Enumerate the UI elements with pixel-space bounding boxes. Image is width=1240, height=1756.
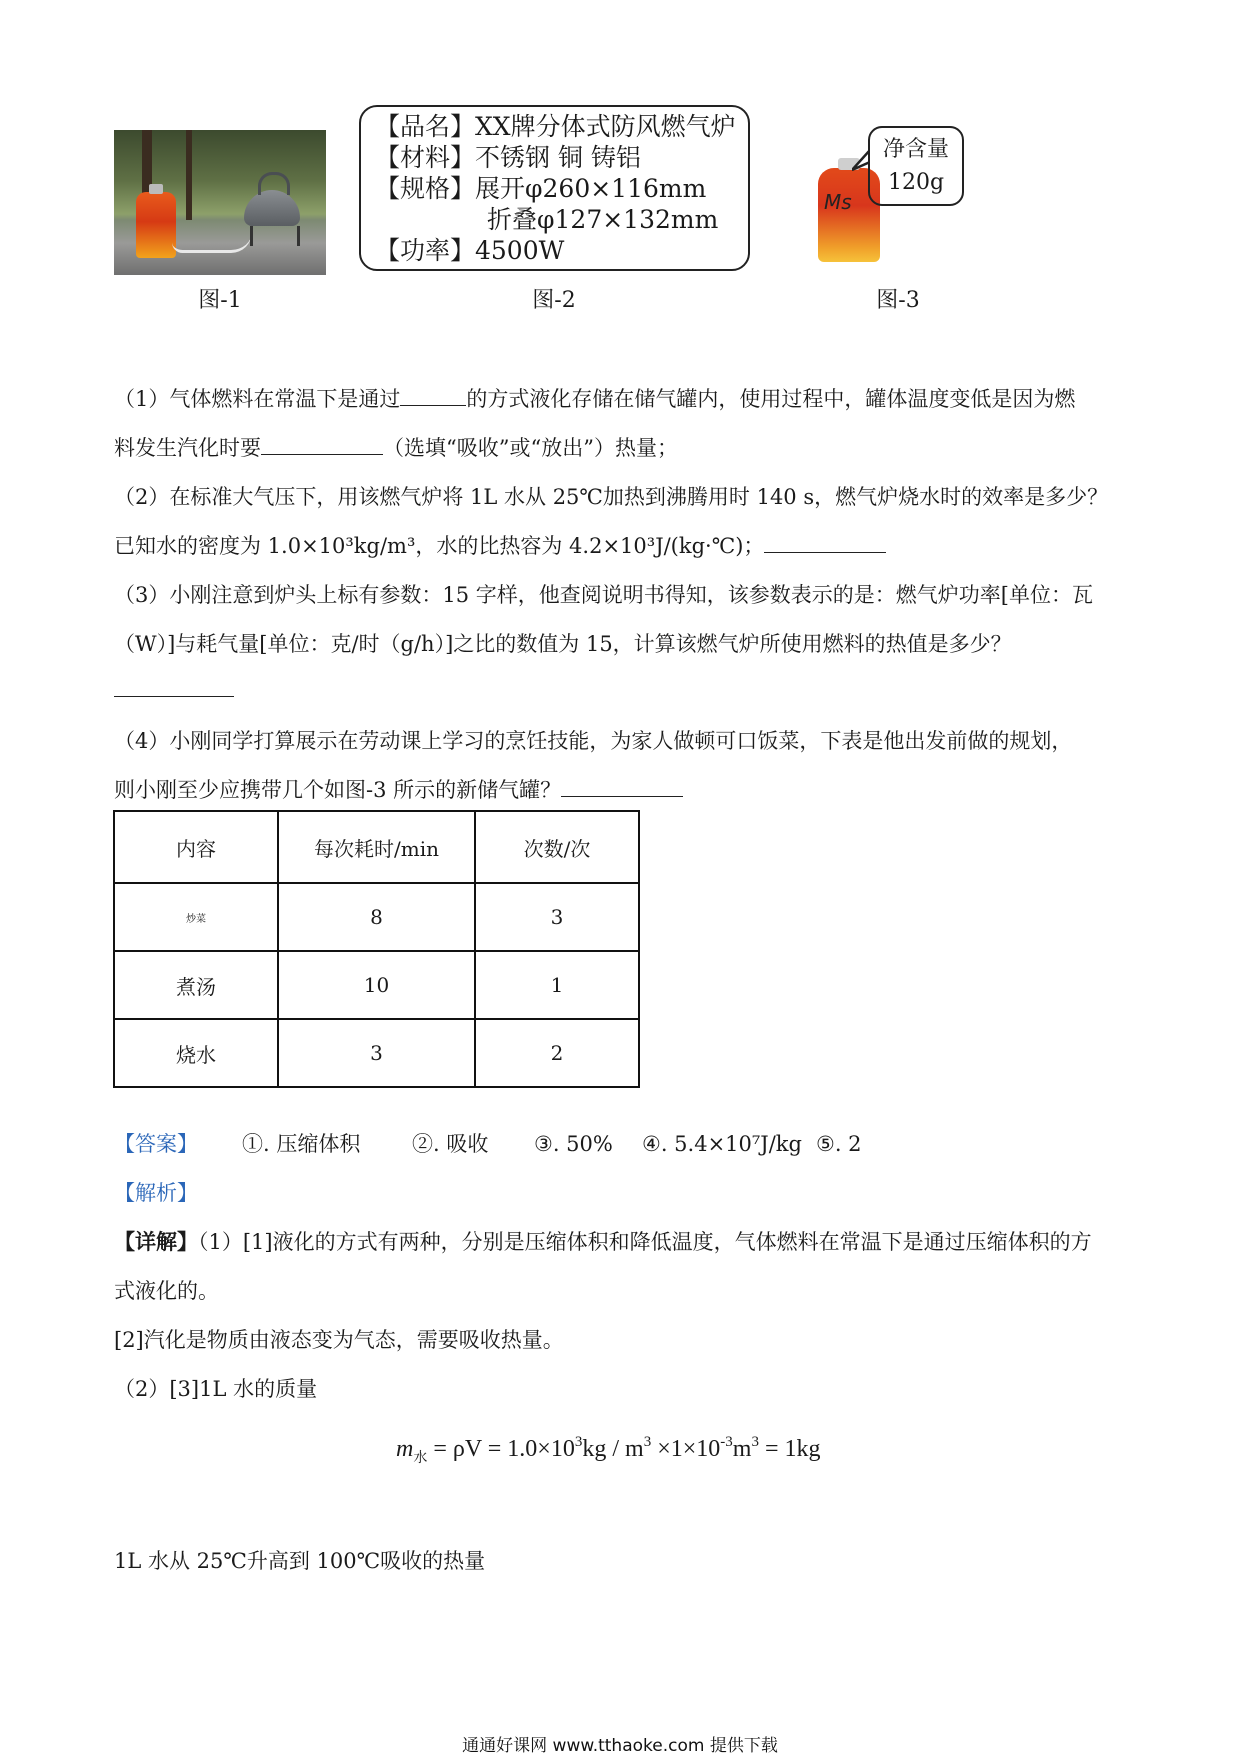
answer-blank-3 xyxy=(764,532,886,553)
kettle-image xyxy=(244,190,300,226)
detail-line-4: （2）[3]1L 水的质量 xyxy=(114,1377,318,1401)
question-1-line-1: （1）气体燃料在常温下是通过 的方式液化存储在储气罐内，使用过程中，罐体温度变低是因为燃 xyxy=(114,387,1076,411)
table-row xyxy=(114,951,639,1019)
gas-hose-image xyxy=(172,232,252,253)
answer-5: ⑤. 2 xyxy=(816,1132,862,1156)
table-header-row xyxy=(114,811,639,883)
tree-trunk xyxy=(186,130,192,220)
detail-line-1: 【详解】（1）[1]液化的方式有两种，分别是压缩体积和降低温度，气体燃料在常温下是通过压缩体积的方 xyxy=(114,1229,1092,1254)
answer-1: ①. 压缩体积 xyxy=(242,1132,361,1156)
table-header-cell: 次数/次 xyxy=(475,811,639,883)
table-cell: 1 xyxy=(475,951,639,1019)
answer-2: ②. 吸收 xyxy=(412,1132,489,1156)
table-row xyxy=(114,1019,639,1087)
table-cell: 2 xyxy=(475,1019,639,1087)
answer-3: ③. 50% xyxy=(534,1132,613,1156)
spec-power: 【功率】4500W xyxy=(375,236,565,265)
spec-box xyxy=(359,105,750,271)
table-header-cell: 每次耗时/min xyxy=(278,811,475,883)
callout-label: 净含量 xyxy=(882,137,949,162)
table-cell: 3 xyxy=(278,1019,475,1087)
table-cell: 烧水 xyxy=(114,1019,278,1087)
answer-blank-2 xyxy=(261,434,383,455)
table-cell: 炒菜 xyxy=(114,883,278,951)
net-content-callout xyxy=(868,126,964,206)
table-cell: 10 xyxy=(278,951,475,1019)
spec-material: 【材料】不锈钢 铜 铸铝 xyxy=(375,143,641,172)
detail-line-5: 1L 水从 25℃升高到 100℃吸收的热量 xyxy=(114,1549,486,1573)
cooking-plan-table xyxy=(113,810,640,1088)
stove-image xyxy=(250,226,300,246)
mass-formula: $m_水 = \rho V = 1.0\times 10^3kg / m^3 \times 1\times 10^{-3}m^3 = 1kg$ xyxy=(396,1434,821,1466)
figure-3-caption: 图-3 xyxy=(876,288,920,313)
detail-line-2: 式液化的。 xyxy=(114,1279,219,1303)
spec-open-size: 【规格】展开φ260×116mm xyxy=(375,174,707,203)
answer-blank-5 xyxy=(561,776,683,797)
question-4-line-2: 则小刚至少应携带几个如图-3 所示的新储气罐？ xyxy=(114,776,683,804)
table-cell: 3 xyxy=(475,883,639,951)
spec-name: 【品名】XX牌分体式防风燃气炉 xyxy=(375,112,736,141)
gas-canister-image xyxy=(136,192,176,258)
table-cell: 煮汤 xyxy=(114,951,278,1019)
canister-brand: Ms xyxy=(824,190,852,214)
answer-tag: 【答案】 xyxy=(114,1132,198,1156)
table-header-cell: 内容 xyxy=(114,811,278,883)
answer-4: ④. 5.4×10⁷J/kg xyxy=(642,1132,802,1156)
callout-value: 120g xyxy=(887,170,945,195)
question-2-line-1: （2）在标准大气压下，用该燃气炉将 1L 水从 25℃加热到沸腾用时 140 s，燃气炉烧水时的效率是多少？ xyxy=(114,485,1109,509)
question-2-line-2: 已知水的密度为 1.0×10³kg/m³，水的比热容为 4.2×10³J/(kg·℃)； xyxy=(114,532,886,560)
table-row xyxy=(114,883,639,951)
answer-blank-1 xyxy=(400,385,466,406)
figure-1-photo xyxy=(114,130,326,275)
question-4-line-1: （4）小刚同学打算展示在劳动课上学习的烹饪技能，为家人做顿可口饭菜，下表是他出发前做的规划， xyxy=(114,729,1073,753)
analysis-tag: 【解析】 xyxy=(114,1181,198,1205)
table-cell: 8 xyxy=(278,883,475,951)
spec-fold-size: 折叠φ127×132mm xyxy=(487,205,719,234)
question-1-line-2: 料发生汽化时要 （选填“吸收”或“放出”）热量； xyxy=(114,436,678,460)
question-3-line-2: （W）]与耗气量[单位：克/时（g/h）]之比的数值为 15，计算该燃气炉所使用燃料的热值是多少？ xyxy=(114,632,1012,656)
detail-tag: 【详解】 xyxy=(114,1229,198,1254)
figure-1-caption: 图-1 xyxy=(198,288,242,313)
answer-blank-4 xyxy=(114,696,234,697)
footer-credit: 通通好课网 www.tthaoke.com 提供下载 xyxy=(462,1736,778,1756)
detail-line-3: [2]汽化是物质由液态变为气态，需要吸收热量。 xyxy=(114,1328,564,1352)
figure-2-caption: 图-2 xyxy=(532,288,576,313)
question-3-line-1: （3）小刚注意到炉头上标有参数：15 字样，他查阅说明书得知，该参数表示的是：燃气炉功率[单位：瓦 xyxy=(114,583,1093,607)
